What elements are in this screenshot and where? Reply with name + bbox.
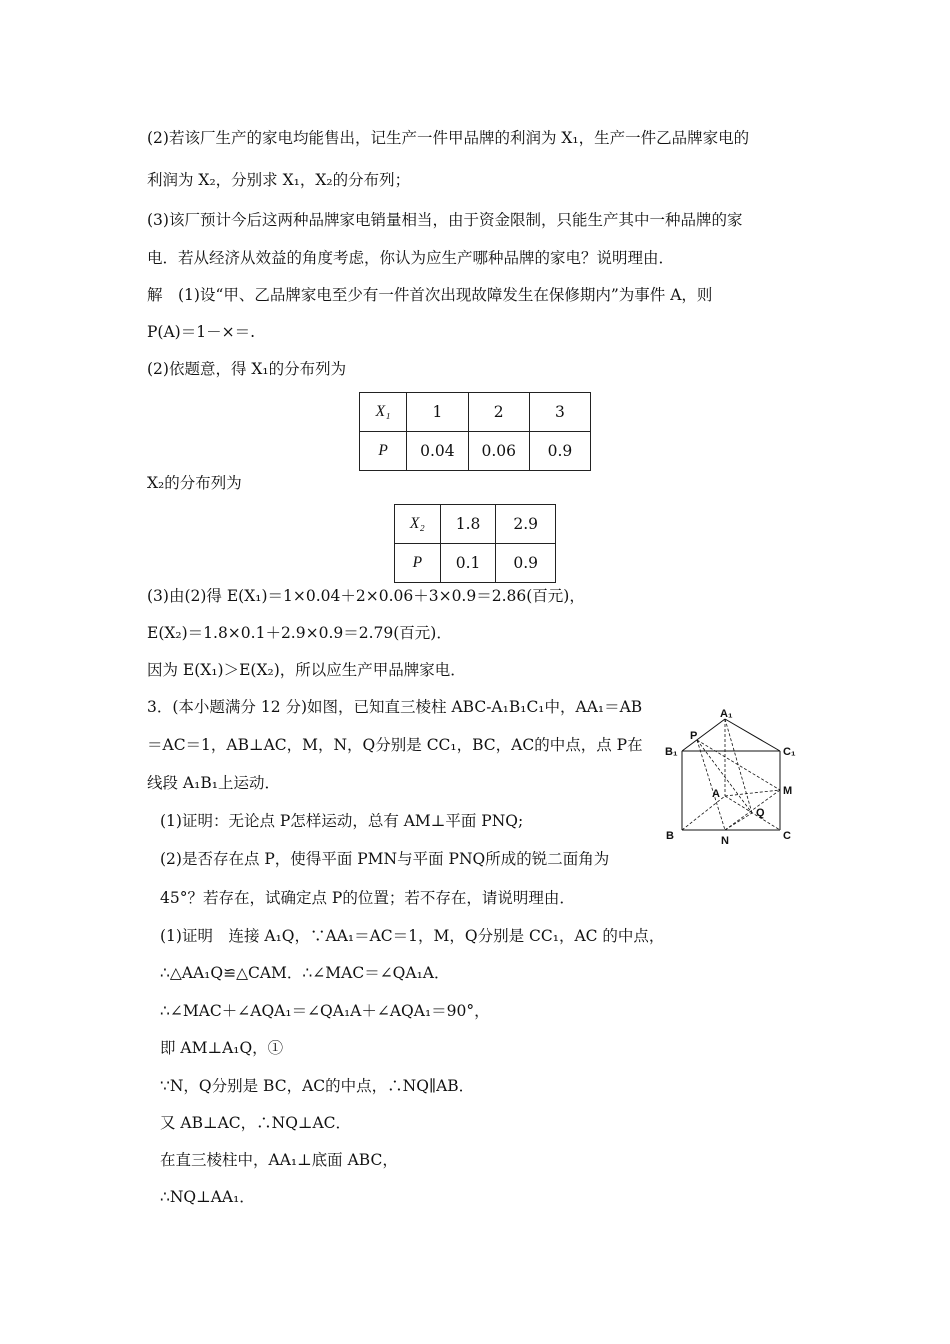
text-line: X₂的分布列为 <box>147 474 242 492</box>
text-line: (2)若该厂生产的家电均能售出，记生产一件甲品牌的利润为 X₁，生产一件乙品牌家电的 <box>147 129 750 147</box>
text-line: (2)是否存在点 P，使得平面 PMN与平面 PNQ所成的锐二面角为 <box>160 850 610 868</box>
segment-am <box>725 790 780 796</box>
label-q: Q <box>756 807 765 819</box>
distribution-table-x2 <box>394 504 556 583</box>
label-a1: A₁ <box>720 708 733 720</box>
table-cell: 2 <box>468 393 529 432</box>
label-b: B <box>666 830 674 842</box>
edge-b1-a1 <box>682 719 725 751</box>
label-m: M <box>783 785 793 797</box>
table-cell: 0.1 <box>440 544 496 583</box>
label-b1: B₁ <box>665 746 678 758</box>
edge-ac <box>725 796 780 830</box>
distribution-table-x1 <box>359 392 591 471</box>
label-a: A <box>712 788 720 800</box>
segment-nm <box>725 790 780 830</box>
table-cell: 0.06 <box>468 432 529 471</box>
label-c1: C₁ <box>783 746 796 758</box>
table-cell: X₁ <box>360 393 407 432</box>
label-n: N <box>721 835 729 846</box>
table-cell: P <box>395 544 441 583</box>
table-cell: 0.9 <box>529 432 590 471</box>
text-line: ∴NQ⊥AA₁． <box>160 1188 255 1206</box>
text-line: 即 AM⊥A₁Q，① <box>160 1039 284 1057</box>
prism-figure <box>662 706 802 846</box>
segment-pn <box>697 740 725 830</box>
text-line: (2)依题意，得 X₁的分布列为 <box>147 360 347 378</box>
text-line: (3)该厂预计今后这两种品牌家电销量相当，由于资金限制，只能生产其中一种品牌的家 <box>147 211 743 229</box>
text-line: 利润为 X₂，分别求 X₁，X₂的分布列； <box>147 171 411 189</box>
text-line: 3．(本小题满分 12 分)如图，已知直三棱柱 ABC-A₁B₁C₁中，AA₁＝AB <box>147 698 643 716</box>
table-cell: P <box>360 432 407 471</box>
text-line: (3)由(2)得 E(X₁)＝1×0.04＋2×0.06＋3×0.9＝2.86(百元)， <box>147 587 585 605</box>
text-line: 解 (1)设“甲、乙品牌家电至少有一件首次出现故障发生在保修期内”为事件 A，则 <box>147 286 713 304</box>
text-line: P(A)＝1－×＝. <box>147 323 255 341</box>
segment-a1q <box>725 719 752 813</box>
table-cell: 0.04 <box>407 432 468 471</box>
text-line: E(X₂)＝1.8×0.1＋2.9×0.9＝2.79(百元)． <box>147 624 452 642</box>
segment-nq <box>725 813 752 830</box>
text-line: ∵N，Q分别是 BC，AC的中点，∴NQ∥AB． <box>160 1077 475 1095</box>
table-cell: 0.9 <box>496 544 556 583</box>
text-line: ∴△AA₁Q≌△CAM．∴∠MAC＝∠QA₁A． <box>160 964 450 982</box>
table-cell: 1.8 <box>440 505 496 544</box>
table-cell: 3 <box>529 393 590 432</box>
edge-ab <box>682 796 725 830</box>
text-line: ∴∠MAC＋∠AQA₁＝∠QA₁A＋∠AQA₁＝90°， <box>160 1002 490 1020</box>
text-line: 因为 E(X₁)＞E(X₂)，所以应生产甲品牌家电． <box>147 661 466 679</box>
text-line: ＝AC＝1，AB⊥AC，M，N，Q分别是 CC₁，BC，AC的中点，点 P在 <box>147 736 643 754</box>
label-c: C <box>783 830 791 842</box>
text-line: 又 AB⊥AC，∴NQ⊥AC． <box>160 1114 352 1132</box>
text-line: (1)证明：无论点 P怎样运动，总有 AM⊥平面 PNQ; <box>160 812 524 830</box>
table-cell: X₂ <box>395 505 441 544</box>
label-p: P <box>690 730 698 742</box>
text-line: 电．若从经济从效益的角度考虑，你认为应生产哪种品牌的家电？说明理由． <box>147 249 675 267</box>
text-line: (1)证明 连接 A₁Q，∵AA₁＝AC＝1，M，Q分别是 CC₁，AC 的中点， <box>160 927 665 945</box>
edge-a1-c1 <box>725 719 780 751</box>
text-line: 45°？若存在，试确定点 P的位置；若不存在，请说明理由． <box>160 889 575 907</box>
table-cell: 1 <box>407 393 468 432</box>
table-cell: 2.9 <box>496 505 556 544</box>
text-line: 在直三棱柱中，AA₁⊥底面 ABC， <box>160 1151 398 1169</box>
text-line: 线段 A₁B₁上运动． <box>147 774 280 792</box>
